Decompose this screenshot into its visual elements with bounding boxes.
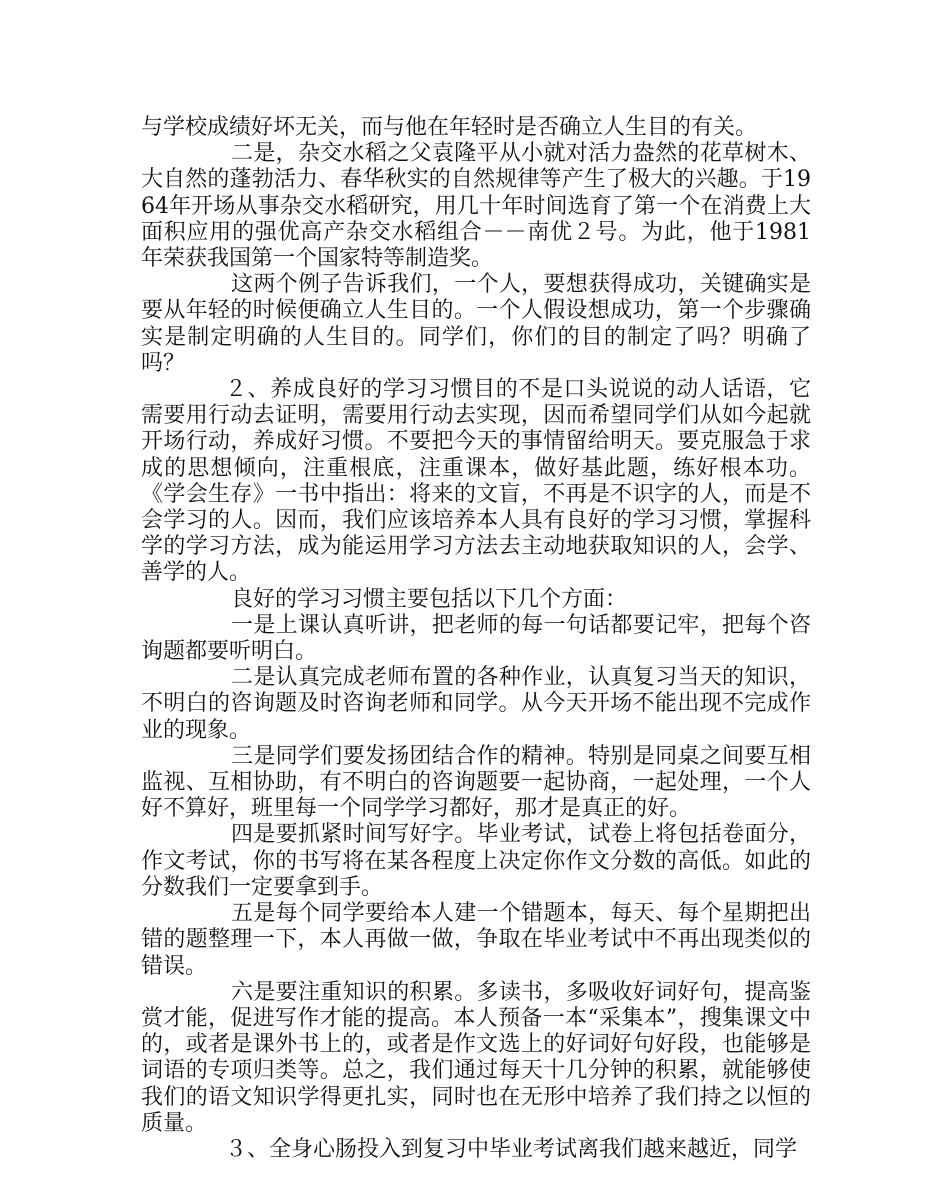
paragraph-5: 良好的学习习惯主要包括以下几个方面： (231, 586, 628, 612)
paragraph-2: 二是，杂交水稻之父袁隆平从小就对活力盎然的花草树木、大自然的蓬勃活力、春华秋实的自然规律等产生了极大的兴趣。于1964年开场从事杂交水稻研究，用几十年时间选育了第一个在消费上大面积应用的强优高产杂交水稻组合－－南优２号。为此，他于1981年荣获我国第一个国家特等制造奖。 (141, 141, 811, 272)
paragraph-7: 二是认真完成老师布置的各种作业，认真复习当天的知识，不明白的咨询题及时咨询老师和同学。从今天开场不能出现不完成作业的现象。 (141, 665, 811, 743)
paragraph-3: 这两个例子告诉我们，一个人，要想获得成功，关键确实是要从年轻的时候便确立人生目的。一个人假设想成功，第一个步骤确实是制定明确的人生目的。同学们，你们的目的制定了吗？明确了吗？ (141, 272, 811, 376)
document-page (141, 115, 811, 1163)
paragraph-4: ２、养成良好的学习习惯目的不是口头说说的动人话语，它需要用行动去证明，需要用行动去实现，因而希望同学们从如今起就开场行动，养成好习惯。不要把今天的事情留给明天。要克服急于求成的思想倾向，注重根底，注重课本，做好基此题，练好根本功。《学会生存》一书中指出：将来的文盲，不再是不识字的人，而是不会学习的人。因而，我们应该培养本人具有良好的学习习惯，掌握科学的学习方法，成为能运用学习方法去主动地获取知识的人，会学、善学的人。 (141, 377, 811, 586)
paragraph-8: 三是同学们要发扬团结合作的精神。特别是同桌之间要互相监视、互相协助，有不明白的咨询题要一起协商，一起处理，一个人好不算好，班里每一个同学学习都好，那才是真正的好。 (141, 743, 811, 822)
paragraph-9: 四是要抓紧时间写好字。毕业考试，试卷上将包括卷面分，作文考试，你的书写将在某各程度上决定你作文分数的高低。如此的分数我们一定要拿到手。 (141, 822, 811, 900)
paragraph-10: 五是每个同学要给本人建一个错题本，每天、每个星期把出错的题整理一下，本人再做一做，争取在毕业考试中不再出现类似的错误。 (141, 901, 811, 979)
paragraph-12: ３、全身心肠投入到复习中毕业考试离我们越来越近，同学 (225, 1136, 798, 1162)
paragraph-11: 六是要注重知识的积累。多读书，多吸收好词好句，提高鉴赏才能，促进写作才能的提高。本人预备一本“采集本”，搜集课文中的，或者是课外书上的，或者是作文选上的好词好句好段，也能够是词语的专项归类等。总之，我们通过每天十几分钟的积累，就能够使我们的语文知识学得更扎实，同时也在无形中培养了我们持之以恒的质量。 (141, 979, 811, 1136)
paragraph-1: 与学校成绩好坏无关，而与他在年轻时是否确立人生目的有关。 (141, 115, 758, 140)
paragraph-6: 一是上课认真听讲，把老师的每一句话都要记牢，把每个咨询题都要听明白。 (141, 612, 811, 665)
